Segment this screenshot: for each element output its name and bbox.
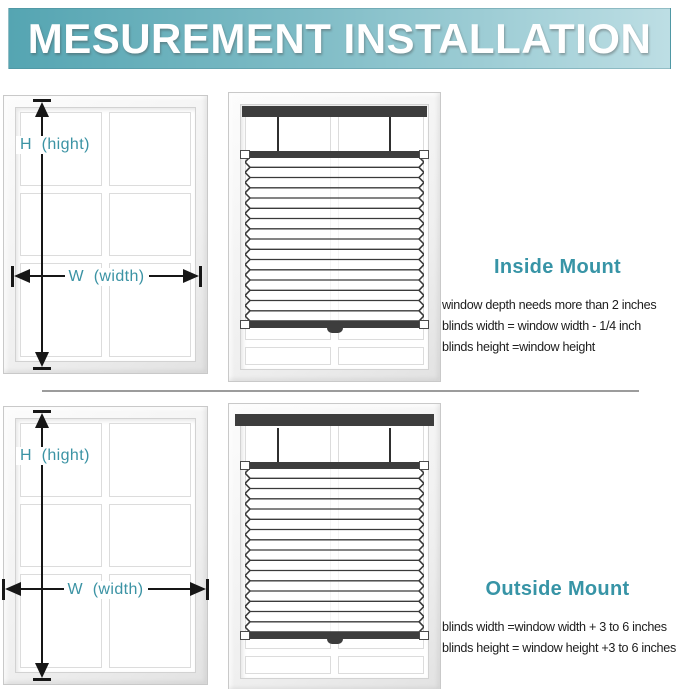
blind-window-illustration-inside (228, 92, 441, 382)
bottom-rail (242, 321, 427, 328)
height-arrow-label: H (hight) (16, 447, 94, 465)
pleated-shade (245, 157, 424, 321)
window-pane (109, 423, 191, 497)
outside-mount-note: blinds width =window width + 3 to 6 inches (442, 620, 667, 634)
bottom-rail-endcap (240, 320, 250, 329)
bottom-rail (242, 632, 427, 639)
window-pane (338, 656, 424, 674)
inside-mount-note: blinds width = window width - 1/4 inch (442, 319, 641, 333)
handle-tab (327, 328, 343, 333)
window-frame (240, 415, 429, 679)
headrail-endcap (419, 150, 429, 159)
plain-window-illustration-inside (3, 95, 208, 374)
mount-bar (235, 414, 434, 426)
bottom-rail-endcap (240, 631, 250, 640)
inside-mount-info (436, 256, 679, 358)
inside-mount-note: blinds height =window height (442, 340, 595, 354)
mount-bar (242, 106, 427, 117)
headrail-endcap (419, 461, 429, 470)
lift-cord (389, 117, 391, 152)
outside-mount-note: blinds height = window height +3 to 6 inches (442, 641, 676, 655)
window-pane (109, 193, 191, 257)
section-divider (42, 390, 639, 392)
lift-cord (389, 428, 391, 463)
headrail-endcap (240, 150, 250, 159)
width-arrow-label: W (width) (64, 581, 148, 599)
blind-window-illustration-outside (228, 403, 441, 689)
window-pane (109, 504, 191, 568)
bottom-rail-endcap (419, 320, 429, 329)
width-arrow (11, 266, 202, 287)
window-frame (240, 104, 429, 370)
window-pane (245, 347, 331, 365)
outside-mount-info (436, 578, 679, 659)
window-pane (338, 347, 424, 365)
lift-cord (277, 117, 279, 152)
window-pane (109, 112, 191, 186)
width-arrow (2, 579, 209, 600)
lift-cord (277, 428, 279, 463)
page-title: MESUREMENT INSTALLATION (27, 14, 652, 62)
headrail (242, 462, 427, 469)
window-pane (245, 656, 331, 674)
plain-window-illustration-outside (3, 406, 208, 685)
inside-mount-heading: Inside Mount (494, 256, 621, 278)
inside-mount-note: window depth needs more than 2 inches (442, 298, 657, 312)
handle-tab (327, 639, 343, 644)
width-arrow-label: W (width) (65, 268, 149, 286)
pleated-shade (245, 468, 424, 632)
header-banner (8, 8, 671, 69)
outside-mount-heading: Outside Mount (485, 578, 630, 600)
headrail (242, 151, 427, 158)
headrail-endcap (240, 461, 250, 470)
bottom-rail-endcap (419, 631, 429, 640)
height-arrow-label: H (hight) (16, 136, 94, 154)
